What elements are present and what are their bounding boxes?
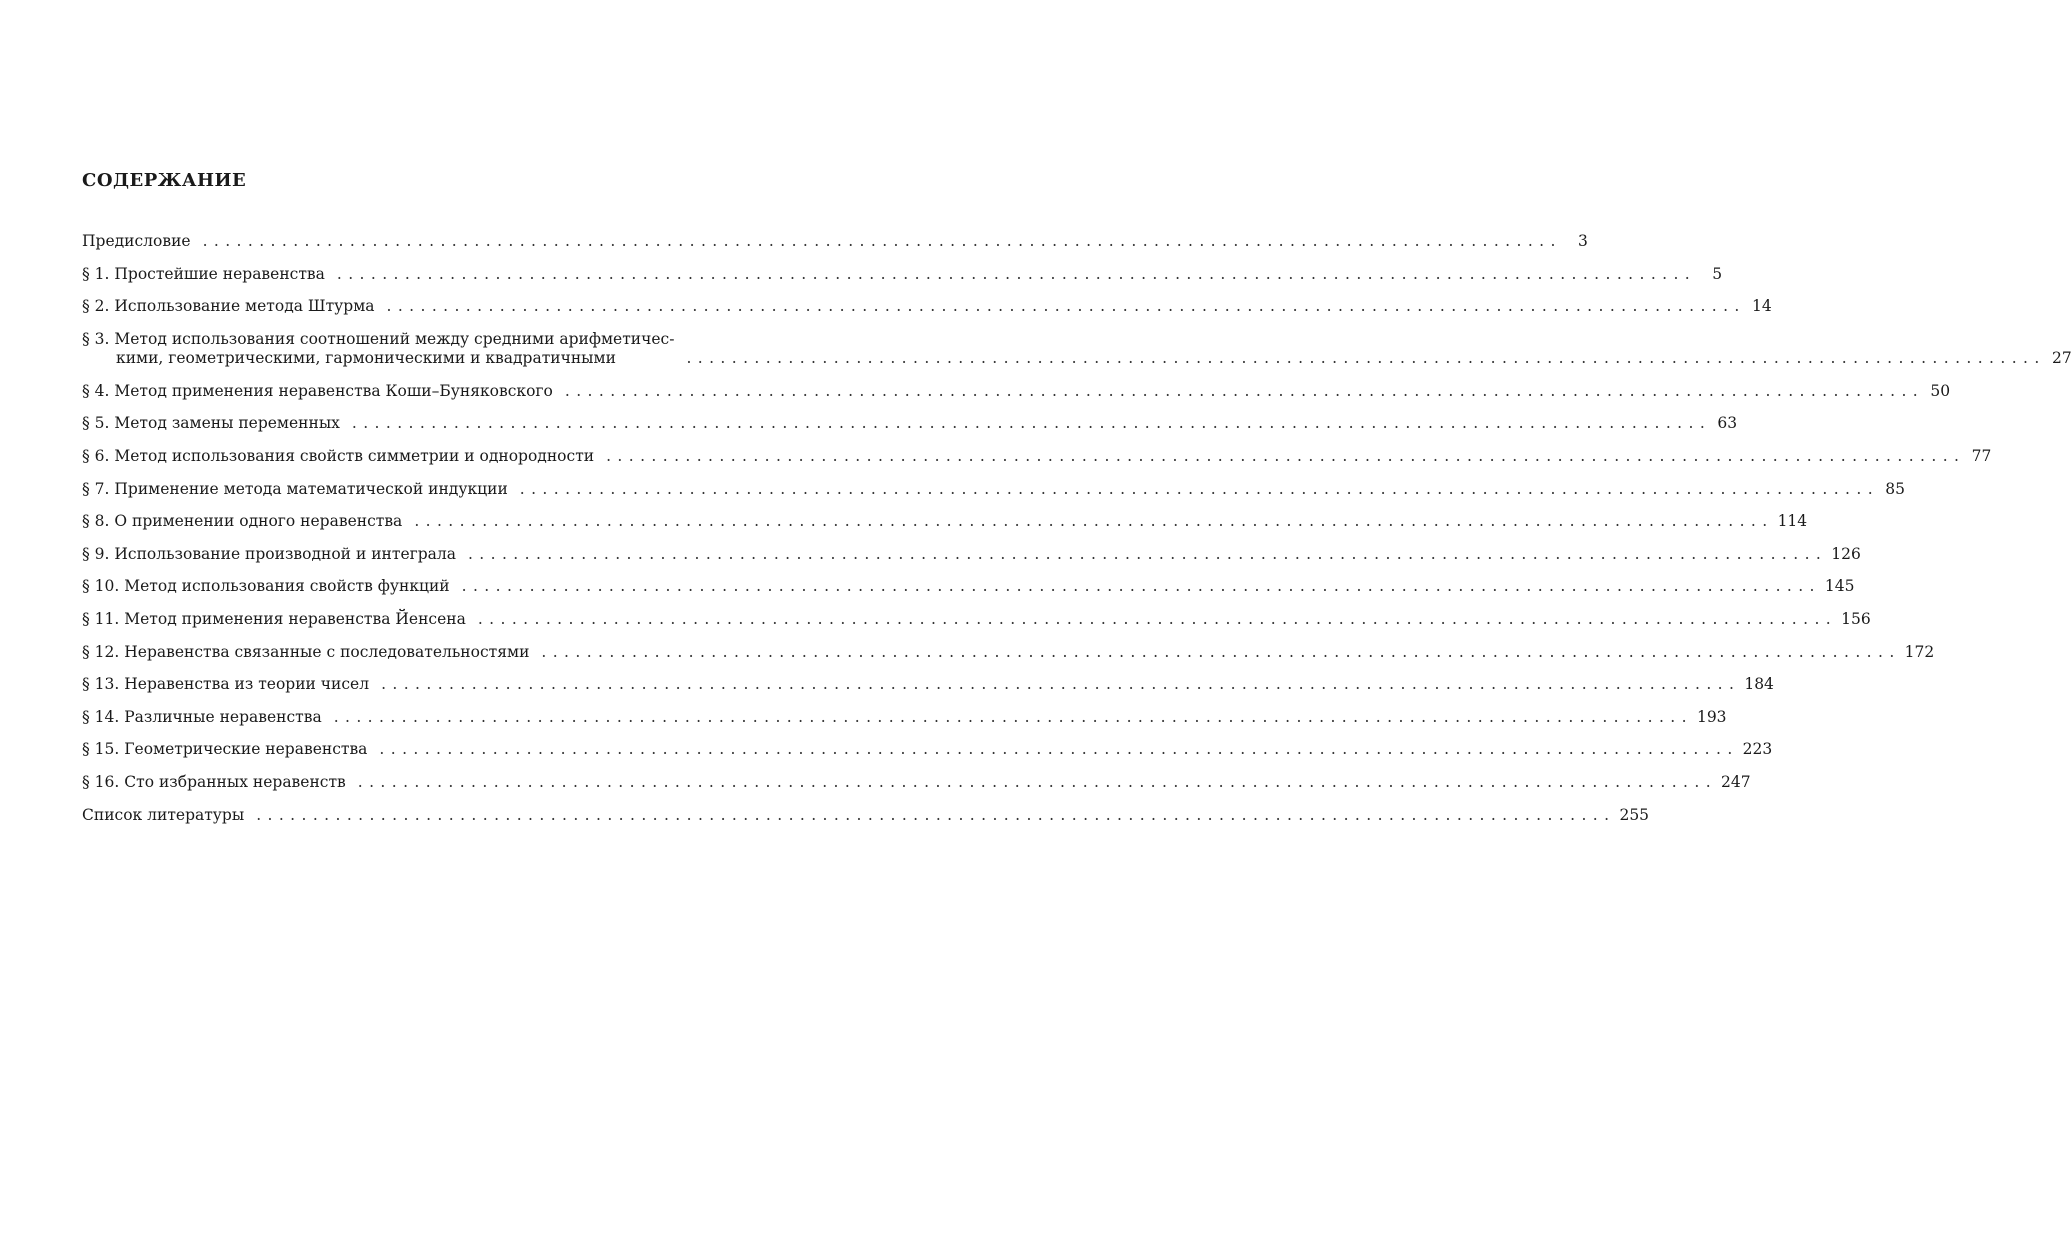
page-number: 50 xyxy=(1930,381,1951,400)
entry-title-line: § 8. О применении одного неравенства xyxy=(82,512,403,531)
entry-title-line: § 2. Использование метода Штурма xyxy=(82,297,375,316)
entry-title-line: § 4. Метод применения неравенства Коши–Буняковского xyxy=(82,381,553,400)
toc-entry[interactable] xyxy=(82,232,1588,251)
dot-leader: ........................................................................................................................ xyxy=(386,297,1746,316)
entry-title-line: § 10. Метод использования свойств функций xyxy=(82,577,450,596)
entry-title-line: § 3. Метод использования соотношений между средними арифметичес- xyxy=(82,329,675,348)
page-number: 3 xyxy=(1577,232,1588,250)
dot-leader: ........................................................................................................................ xyxy=(351,414,1712,433)
dot-leader: ........................................................................................................................ xyxy=(414,512,1774,531)
entry-title xyxy=(82,512,402,531)
page-number: 223 xyxy=(1742,740,1773,759)
dot-leader: ........................................................................................................................ xyxy=(467,544,1828,563)
dot-leader: ........................................................................................................................ xyxy=(461,577,1821,596)
entry-title xyxy=(82,643,529,662)
entry-title-line: § 5. Метод замены переменных xyxy=(82,414,340,433)
page-number: 63 xyxy=(1717,414,1738,433)
entry-title xyxy=(82,675,369,694)
toc-entry[interactable] xyxy=(82,772,1751,792)
dot-leader: ........................................................................................................................ xyxy=(606,446,1966,465)
page-number: 14 xyxy=(1752,297,1772,316)
entry-title-line: § 16. Сто избранных неравенств xyxy=(82,772,346,791)
entry-title xyxy=(82,708,322,727)
page-number: 156 xyxy=(1841,609,1871,628)
dot-leader: ........................................................................................................................ xyxy=(379,740,1739,759)
page-number: 27 xyxy=(2051,348,2072,367)
entry-title xyxy=(82,232,191,251)
toc-entry[interactable] xyxy=(82,805,1650,825)
dot-leader: ........................................................................................................................ xyxy=(541,642,1901,661)
entry-title-line: § 6. Метод использования свойств симметрии и однородности xyxy=(82,446,595,465)
entry-title xyxy=(82,806,244,825)
page-number: 126 xyxy=(1831,544,1861,563)
entry-title xyxy=(82,577,450,596)
entry-title xyxy=(82,740,367,759)
entry-title-line: § 7. Применение метода математической индукции xyxy=(82,479,508,498)
page-number: 247 xyxy=(1721,772,1751,791)
page-number: 5 xyxy=(1712,264,1723,283)
toc-entry[interactable] xyxy=(82,609,1871,629)
toc-entry[interactable] xyxy=(82,264,1723,284)
entry-title-line: § 12. Неравенства связанные с последовательностями xyxy=(82,642,530,661)
entry-title xyxy=(82,773,346,792)
page-number: 85 xyxy=(1885,479,1906,498)
entry-title xyxy=(82,610,466,629)
toc-entry[interactable] xyxy=(82,577,1855,596)
entry-title xyxy=(82,447,594,466)
toc-entry[interactable] xyxy=(82,446,1992,466)
toc-entry[interactable] xyxy=(82,479,1906,499)
toc-entry[interactable] xyxy=(82,512,1808,531)
toc-entry[interactable] xyxy=(82,642,1935,662)
toc-list xyxy=(82,232,2072,838)
toc-entry[interactable] xyxy=(82,414,1738,433)
toc-entry[interactable] xyxy=(82,544,1861,564)
toc-entry[interactable] xyxy=(82,675,1774,694)
entry-title xyxy=(82,414,340,433)
dot-leader: ........................................................................................................................ xyxy=(686,348,2046,367)
entry-title-line: Список литературы xyxy=(82,805,245,824)
page-number: 255 xyxy=(1619,805,1650,824)
toc-entry[interactable] xyxy=(82,329,2072,368)
entry-title xyxy=(82,382,553,401)
toc-title: СОДЕРЖАНИЕ xyxy=(82,170,247,191)
entry-title xyxy=(82,265,325,284)
dot-leader: ........................................................................................................................ xyxy=(202,232,1562,250)
entry-title-line: § 15. Геометрические неравенства xyxy=(82,740,368,759)
entry-title-line: § 13. Неравенства из теории чисел xyxy=(82,675,370,694)
dot-leader: ........................................................................................................................ xyxy=(333,707,1693,726)
dot-leader: ........................................................................................................................ xyxy=(256,805,1616,824)
entry-title xyxy=(82,480,508,499)
page-number: 193 xyxy=(1696,707,1727,726)
entry-title-line: § 14. Различные неравенства xyxy=(82,707,322,726)
entry-title xyxy=(82,330,674,368)
dot-leader: ........................................................................................................................ xyxy=(336,264,1697,283)
entry-title-line: § 11. Метод применения неравенства Йенсена xyxy=(82,609,466,628)
page-number: 77 xyxy=(1971,446,1992,465)
entry-title xyxy=(82,545,456,564)
toc-entry[interactable] xyxy=(82,297,1772,316)
dot-leader: ........................................................................................................................ xyxy=(381,675,1741,694)
entry-title-line: Предисловие xyxy=(82,232,191,250)
page-number: 184 xyxy=(1744,675,1774,694)
entry-title-line: кими, геометрическими, гармоническими и квадратичными xyxy=(116,348,616,367)
entry-title-line: § 1. Простейшие неравенства xyxy=(82,264,325,283)
page-number: 172 xyxy=(1904,642,1935,661)
dot-leader: ........................................................................................................................ xyxy=(519,479,1880,498)
dot-leader: ........................................................................................................................ xyxy=(357,772,1718,791)
entry-title xyxy=(82,297,375,316)
toc-entry[interactable] xyxy=(82,707,1727,727)
entry-title-line: § 9. Использование производной и интеграла xyxy=(82,544,456,563)
page-number: 145 xyxy=(1824,577,1855,596)
dot-leader: ........................................................................................................................ xyxy=(564,381,1925,400)
toc-entry[interactable] xyxy=(82,740,1773,759)
toc-entry[interactable] xyxy=(82,381,1951,401)
page-number: 114 xyxy=(1777,512,1808,531)
dot-leader: ........................................................................................................................ xyxy=(477,609,1838,628)
